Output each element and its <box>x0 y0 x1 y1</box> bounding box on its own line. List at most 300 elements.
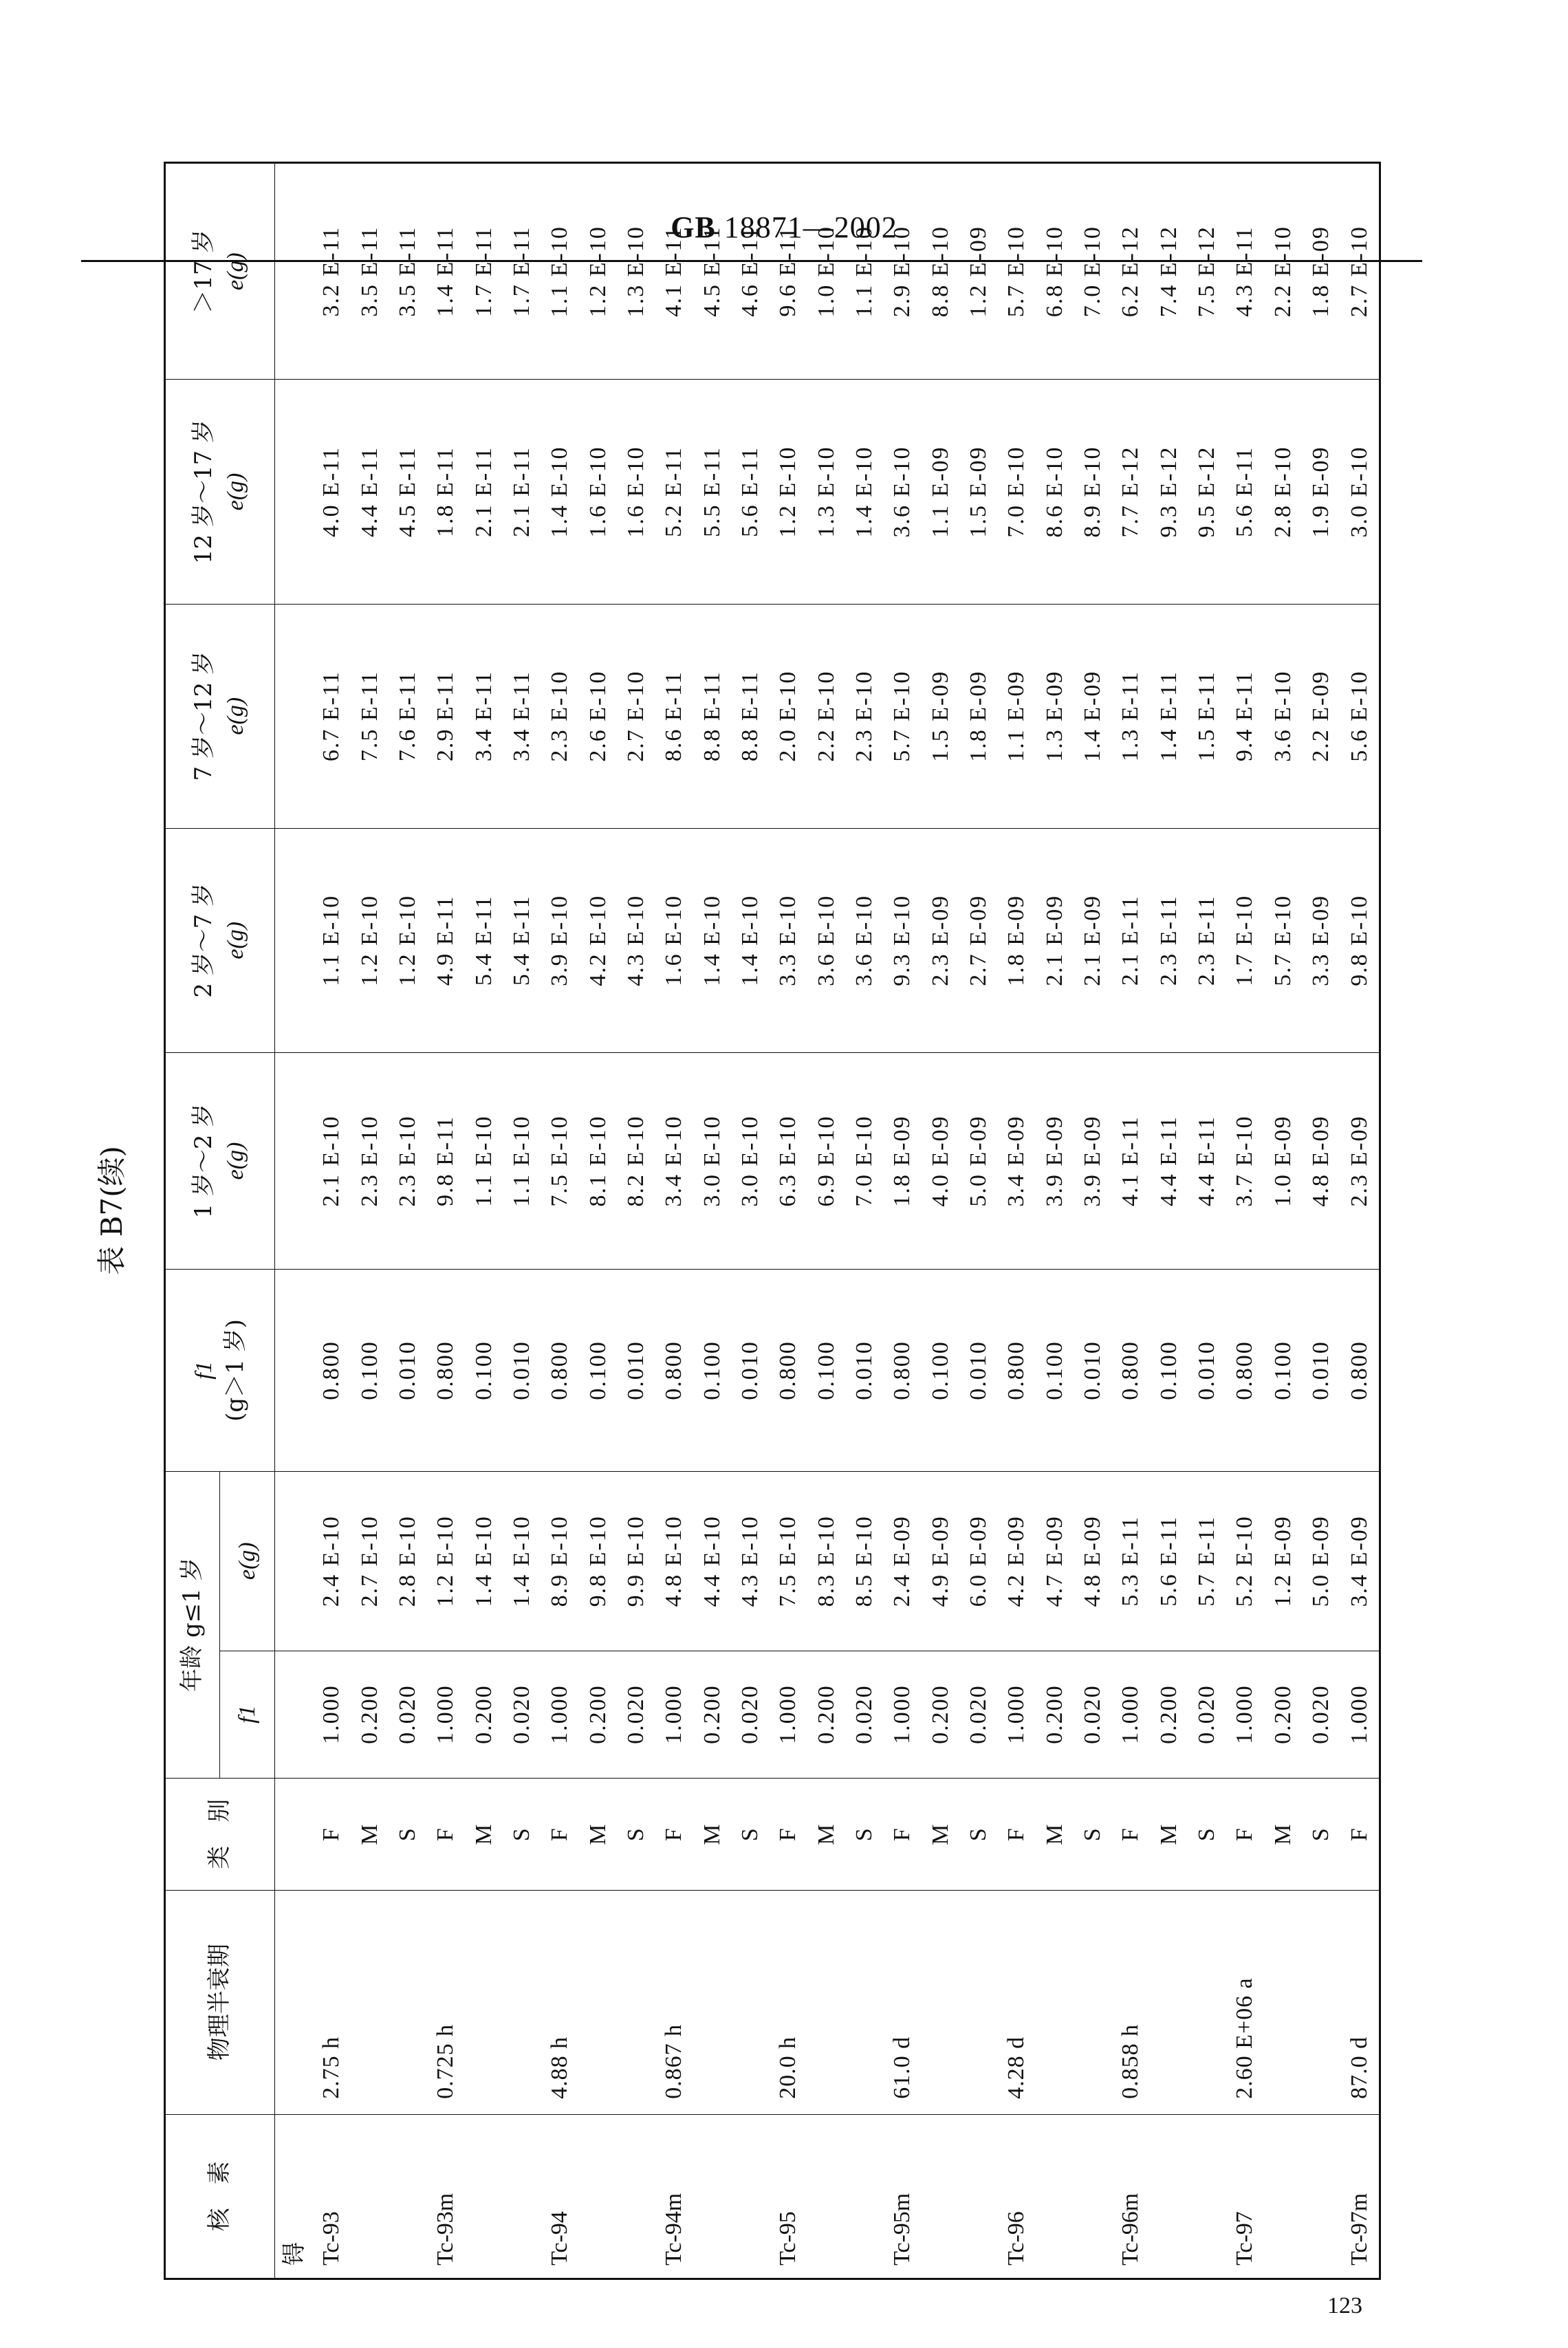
e-le1-cell: 1.4 E-10 <box>503 1471 541 1651</box>
type-cell: S <box>389 1778 426 1890</box>
e-2-7-cell: 1.7 E-10 <box>1226 828 1264 1052</box>
e-7-12-cell: 2.0 E-10 <box>770 604 807 828</box>
col-e-le1-label: e(g) <box>234 1542 260 1580</box>
e-gt17-cell: 3.5 E-11 <box>389 163 426 380</box>
f1-gt1-cell: 0.100 <box>351 1270 389 1472</box>
half-life-cell <box>922 1890 959 2114</box>
e-12-17-cell: 9.3 E-12 <box>1150 380 1188 604</box>
type-cell: M <box>693 1778 731 1890</box>
table-row <box>693 163 731 2279</box>
f1-gt1-cell: 0.100 <box>1036 1270 1074 1472</box>
e-7-12-cell: 5.6 E-10 <box>1340 604 1380 828</box>
e-le1-cell: 5.2 E-10 <box>1226 1471 1264 1651</box>
table-row <box>541 163 579 2279</box>
table-row <box>770 163 807 2279</box>
f1-le1-cell: 0.200 <box>922 1651 959 1778</box>
e-12-17-cell: 1.3 E-10 <box>807 380 845 604</box>
e-7-12-cell: 7.6 E-11 <box>389 604 426 828</box>
col-f1-le1 <box>220 1651 275 1778</box>
type-cell: F <box>655 1778 693 1890</box>
e-2-7-cell: 3.6 E-10 <box>845 828 883 1052</box>
f1-le1-cell: 0.020 <box>845 1651 883 1778</box>
e-2-7-cell: 4.9 E-11 <box>427 828 465 1052</box>
e-7-12-cell: 2.7 E-10 <box>617 604 655 828</box>
e-7-12-cell: 3.4 E-11 <box>503 604 541 828</box>
half-life-cell: 2.75 h <box>309 1890 351 2114</box>
col-f1-le1-label: f1 <box>234 1705 260 1724</box>
e-le1-cell: 8.5 E-10 <box>845 1471 883 1651</box>
e-2-7-cell: 3.3 E-10 <box>770 828 807 1052</box>
nuclide-cell: Tc-97 <box>1226 2114 1264 2279</box>
e-7-12-cell: 1.1 E-09 <box>998 604 1036 828</box>
e-le1-cell: 4.7 E-09 <box>1036 1471 1074 1651</box>
e-1-2-cell: 6.3 E-10 <box>770 1052 807 1269</box>
f1-gt1-cell: 0.010 <box>731 1270 769 1472</box>
e-le1-cell: 8.3 E-10 <box>807 1471 845 1651</box>
e-gt17-cell: 2.2 E-10 <box>1264 163 1302 380</box>
e-2-7-cell: 1.6 E-10 <box>655 828 693 1052</box>
e-gt17-cell: 8.8 E-10 <box>922 163 959 380</box>
f1-le1-cell: 0.200 <box>807 1651 845 1778</box>
nuclide-cell: Tc-95m <box>884 2114 922 2279</box>
col-age-1-2-label: 1 岁～2 岁 <box>190 1103 218 1219</box>
e-2-7-cell: 3.3 E-09 <box>1302 828 1340 1052</box>
e-12-17-cell: 1.6 E-10 <box>579 380 617 604</box>
e-gt17-cell: 1.7 E-11 <box>503 163 541 380</box>
e-12-17-cell: 8.9 E-10 <box>1074 380 1111 604</box>
table-row <box>807 163 845 2279</box>
e-1-2-cell: 4.0 E-09 <box>922 1052 959 1269</box>
e-le1-cell: 1.2 E-09 <box>1264 1471 1302 1651</box>
e-le1-cell: 2.4 E-09 <box>884 1471 922 1651</box>
e-12-17-cell: 2.1 E-11 <box>503 380 541 604</box>
e-1-2-cell: 1.0 E-09 <box>1264 1052 1302 1269</box>
col-age-gt17-unit: e(g) <box>223 252 248 291</box>
e-le1-cell: 4.3 E-10 <box>731 1471 769 1651</box>
half-life-cell: 0.725 h <box>427 1890 465 2114</box>
nuclide-cell <box>1150 2114 1188 2279</box>
type-cell: S <box>959 1778 997 1890</box>
f1-le1-cell: 1.000 <box>427 1651 465 1778</box>
e-12-17-cell: 4.0 E-11 <box>309 380 351 604</box>
e-le1-cell: 3.4 E-09 <box>1340 1471 1380 1651</box>
f1-gt1-cell: 0.010 <box>1302 1270 1340 1472</box>
half-life-cell <box>1150 1890 1188 2114</box>
e-7-12-cell: 3.4 E-11 <box>465 604 503 828</box>
e-2-7-cell: 1.2 E-10 <box>389 828 426 1052</box>
e-1-2-cell: 2.3 E-10 <box>389 1052 426 1269</box>
e-1-2-cell: 8.2 E-10 <box>617 1052 655 1269</box>
e-2-7-cell: 9.8 E-10 <box>1340 828 1380 1052</box>
f1-gt1-cell: 0.100 <box>465 1270 503 1472</box>
e-1-2-cell: 3.4 E-09 <box>998 1052 1036 1269</box>
f1-le1-cell: 0.020 <box>1302 1651 1340 1778</box>
e-12-17-cell: 4.5 E-11 <box>389 380 426 604</box>
f1-le1-cell: 1.000 <box>770 1651 807 1778</box>
type-cell: M <box>807 1778 845 1890</box>
half-life-cell: 4.28 d <box>998 1890 1036 2114</box>
f1-le1-cell: 0.200 <box>1150 1651 1188 1778</box>
e-le1-cell: 2.8 E-10 <box>389 1471 426 1651</box>
e-gt17-cell: 6.2 E-12 <box>1112 163 1150 380</box>
e-1-2-cell: 4.1 E-11 <box>1112 1052 1150 1269</box>
e-le1-cell: 5.7 E-11 <box>1188 1471 1226 1651</box>
e-1-2-cell: 3.9 E-09 <box>1036 1052 1074 1269</box>
col-age-gt17-label: ＞17 岁 <box>190 229 218 314</box>
half-life-cell: 2.60 E+06 a <box>1226 1890 1264 2114</box>
col-age-1-2 <box>165 1052 275 1269</box>
half-life-cell <box>1302 1890 1340 2114</box>
e-12-17-cell: 5.6 E-11 <box>1226 380 1264 604</box>
half-life-cell <box>693 1890 731 2114</box>
e-12-17-cell: 5.5 E-11 <box>693 380 731 604</box>
f1-le1-cell: 1.000 <box>1112 1651 1150 1778</box>
half-life-cell: 61.0 d <box>884 1890 922 2114</box>
type-cell: S <box>1188 1778 1226 1890</box>
e-7-12-cell: 2.6 E-10 <box>579 604 617 828</box>
e-le1-cell: 4.8 E-09 <box>1074 1471 1111 1651</box>
type-cell: S <box>731 1778 769 1890</box>
e-le1-cell: 7.5 E-10 <box>770 1471 807 1651</box>
e-12-17-cell: 1.1 E-09 <box>922 380 959 604</box>
nuclide-cell: Tc-94 <box>541 2114 579 2279</box>
e-7-12-cell: 1.5 E-09 <box>922 604 959 828</box>
e-gt17-cell: 7.0 E-10 <box>1074 163 1111 380</box>
table-row <box>998 163 1036 2279</box>
e-2-7-cell: 2.1 E-09 <box>1036 828 1074 1052</box>
dose-coefficient-table <box>164 162 1381 2280</box>
nuclide-cell <box>465 2114 503 2279</box>
type-cell: M <box>351 1778 389 1890</box>
f1-le1-cell: 0.020 <box>1074 1651 1111 1778</box>
nuclide-cell <box>1074 2114 1111 2279</box>
f1-gt1-cell: 0.100 <box>922 1270 959 1472</box>
col-type: 类 别 <box>165 1778 275 1890</box>
type-cell: S <box>503 1778 541 1890</box>
f1-le1-cell: 1.000 <box>309 1651 351 1778</box>
e-1-2-cell: 7.0 E-10 <box>845 1052 883 1269</box>
e-1-2-cell: 1.1 E-10 <box>465 1052 503 1269</box>
e-7-12-cell: 2.3 E-10 <box>845 604 883 828</box>
e-12-17-cell: 1.5 E-09 <box>959 380 997 604</box>
e-12-17-cell: 1.8 E-11 <box>427 380 465 604</box>
nuclide-cell <box>1302 2114 1340 2279</box>
e-gt17-cell: 3.2 E-11 <box>309 163 351 380</box>
e-2-7-cell: 2.1 E-11 <box>1112 828 1150 1052</box>
table-row <box>465 163 503 2279</box>
type-cell: M <box>465 1778 503 1890</box>
half-life-cell <box>845 1890 883 2114</box>
e-2-7-cell: 1.4 E-10 <box>731 828 769 1052</box>
e-1-2-cell: 3.4 E-10 <box>655 1052 693 1269</box>
half-life-cell: 0.867 h <box>655 1890 693 2114</box>
e-le1-cell: 9.8 E-10 <box>579 1471 617 1651</box>
nuclide-cell: Tc-94m <box>655 2114 693 2279</box>
e-7-12-cell: 6.7 E-11 <box>309 604 351 828</box>
f1-gt1-cell: 0.100 <box>807 1270 845 1472</box>
col-age-le1: 年龄 g≤1 岁 <box>165 1471 220 1778</box>
e-le1-cell: 1.4 E-10 <box>465 1471 503 1651</box>
standard-number: 18871—2002 <box>723 210 897 244</box>
table-row <box>427 163 465 2279</box>
f1-gt1-cell: 0.800 <box>541 1270 579 1472</box>
e-1-2-cell: 6.9 E-10 <box>807 1052 845 1269</box>
table-row <box>351 163 389 2279</box>
col-e-le1 <box>220 1471 275 1651</box>
e-12-17-cell: 2.8 E-10 <box>1264 380 1302 604</box>
col-age-7-12 <box>165 604 275 828</box>
f1-gt1-cell: 0.010 <box>1188 1270 1226 1472</box>
e-gt17-cell: 1.2 E-10 <box>579 163 617 380</box>
e-7-12-cell: 1.4 E-11 <box>1150 604 1188 828</box>
e-7-12-cell: 8.8 E-11 <box>693 604 731 828</box>
e-gt17-cell: 4.6 E-11 <box>731 163 769 380</box>
nuclide-cell <box>503 2114 541 2279</box>
f1-le1-cell: 0.200 <box>693 1651 731 1778</box>
e-7-12-cell: 3.6 E-10 <box>1264 604 1302 828</box>
e-le1-cell: 1.2 E-10 <box>427 1471 465 1651</box>
e-2-7-cell: 1.2 E-10 <box>351 828 389 1052</box>
half-life-cell <box>1188 1890 1226 2114</box>
f1-gt1-cell: 0.010 <box>617 1270 655 1472</box>
table-row <box>1264 163 1302 2279</box>
type-cell: M <box>922 1778 959 1890</box>
e-1-2-cell: 1.8 E-09 <box>884 1052 922 1269</box>
half-life-cell: 0.858 h <box>1112 1890 1150 2114</box>
table-row <box>922 163 959 2279</box>
e-7-12-cell: 1.5 E-11 <box>1188 604 1226 828</box>
f1-gt1-cell: 0.100 <box>693 1270 731 1472</box>
table-row <box>503 163 541 2279</box>
e-7-12-cell: 7.5 E-11 <box>351 604 389 828</box>
col-nuclide: 核 素 <box>165 2114 275 2279</box>
e-2-7-cell: 1.4 E-10 <box>693 828 731 1052</box>
e-gt17-cell: 1.3 E-10 <box>617 163 655 380</box>
e-1-2-cell: 5.0 E-09 <box>959 1052 997 1269</box>
page-number: 123 <box>1327 2293 1362 2318</box>
f1-gt1-cell: 0.100 <box>579 1270 617 1472</box>
f1-gt1-cell: 0.010 <box>389 1270 426 1472</box>
e-2-7-cell: 4.3 E-10 <box>617 828 655 1052</box>
f1-gt1-cell: 0.800 <box>998 1270 1036 1472</box>
e-7-12-cell: 2.2 E-10 <box>807 604 845 828</box>
e-gt17-cell: 2.9 E-10 <box>884 163 922 380</box>
e-1-2-cell: 9.8 E-11 <box>427 1052 465 1269</box>
e-le1-cell: 6.0 E-09 <box>959 1471 997 1651</box>
table-row <box>1302 163 1340 2279</box>
e-1-2-cell: 3.0 E-10 <box>731 1052 769 1269</box>
col-age-7-12-label: 7 岁～12 岁 <box>190 651 218 781</box>
e-12-17-cell: 1.2 E-10 <box>770 380 807 604</box>
col-age-7-12-unit: e(g) <box>223 697 248 735</box>
table-row <box>1036 163 1074 2279</box>
e-12-17-cell: 3.6 E-10 <box>884 380 922 604</box>
rotated-table-container <box>0 76 1568 2345</box>
nuclide-cell <box>845 2114 883 2279</box>
type-cell: M <box>1264 1778 1302 1890</box>
table-caption: 表 B7(续) <box>95 1146 129 1275</box>
col-age-12-17 <box>165 380 275 604</box>
e-gt17-cell: 1.0 E-10 <box>807 163 845 380</box>
e-1-2-cell: 4.4 E-11 <box>1188 1052 1226 1269</box>
e-1-2-cell: 7.5 E-10 <box>541 1052 579 1269</box>
e-7-12-cell: 8.6 E-11 <box>655 604 693 828</box>
table-row <box>1226 163 1264 2279</box>
f1-gt1-cell: 0.800 <box>1340 1270 1380 1472</box>
nuclide-cell: Tc-96m <box>1112 2114 1150 2279</box>
e-1-2-cell: 3.0 E-10 <box>693 1052 731 1269</box>
e-12-17-cell: 7.0 E-10 <box>998 380 1036 604</box>
table-row <box>845 163 883 2279</box>
type-cell: S <box>1074 1778 1111 1890</box>
e-gt17-cell: 4.5 E-11 <box>693 163 731 380</box>
f1-le1-cell: 1.000 <box>1340 1651 1380 1778</box>
f1-le1-cell: 1.000 <box>884 1651 922 1778</box>
f1-le1-cell: 1.000 <box>655 1651 693 1778</box>
half-life-cell <box>465 1890 503 2114</box>
f1-gt1-cell: 0.800 <box>1226 1270 1264 1472</box>
f1-le1-cell: 0.020 <box>731 1651 769 1778</box>
type-cell: S <box>845 1778 883 1890</box>
standard-prefix: GB <box>671 210 716 244</box>
f1-gt1-cell: 0.010 <box>1074 1270 1111 1472</box>
type-cell: F <box>884 1778 922 1890</box>
e-gt17-cell: 9.6 E-11 <box>770 163 807 380</box>
e-2-7-cell: 5.4 E-11 <box>503 828 541 1052</box>
nuclide-cell <box>389 2114 426 2279</box>
e-2-7-cell: 1.8 E-09 <box>998 828 1036 1052</box>
e-gt17-cell: 1.2 E-09 <box>959 163 997 380</box>
nuclide-cell <box>922 2114 959 2279</box>
f1-le1-cell: 0.020 <box>959 1651 997 1778</box>
nuclide-cell <box>731 2114 769 2279</box>
e-2-7-cell: 5.7 E-10 <box>1264 828 1302 1052</box>
e-2-7-cell: 2.7 E-09 <box>959 828 997 1052</box>
e-gt17-cell: 1.4 E-11 <box>427 163 465 380</box>
e-2-7-cell: 2.3 E-11 <box>1150 828 1188 1052</box>
f1-gt1-cell: 0.800 <box>884 1270 922 1472</box>
e-1-2-cell: 1.1 E-10 <box>503 1052 541 1269</box>
type-cell: F <box>1112 1778 1150 1890</box>
f1-le1-cell: 0.020 <box>1188 1651 1226 1778</box>
e-2-7-cell: 2.3 E-11 <box>1188 828 1226 1052</box>
nuclide-cell: Tc-97m <box>1340 2114 1380 2279</box>
table-row <box>884 163 922 2279</box>
f1-gt1-cell: 0.800 <box>309 1270 351 1472</box>
col-age-2-7-label: 2 岁～7 岁 <box>190 882 218 998</box>
e-gt17-cell: 1.8 E-09 <box>1302 163 1340 380</box>
f1-gt1-cell: 0.010 <box>959 1270 997 1472</box>
e-gt17-cell: 7.4 E-12 <box>1150 163 1188 380</box>
half-life-cell <box>351 1890 389 2114</box>
col-half-life: 物理半衰期 <box>165 1890 275 2114</box>
col-age-12-17-unit: e(g) <box>223 472 248 511</box>
f1-le1-cell: 0.200 <box>579 1651 617 1778</box>
nuclide-cell <box>1188 2114 1226 2279</box>
e-12-17-cell: 1.9 E-09 <box>1302 380 1340 604</box>
e-gt17-cell: 5.7 E-10 <box>998 163 1036 380</box>
col-age-12-17-label: 12 岁～17 岁 <box>190 419 218 565</box>
f1-le1-cell: 1.000 <box>1226 1651 1264 1778</box>
e-le1-cell: 4.4 E-10 <box>693 1471 731 1651</box>
nuclide-cell <box>579 2114 617 2279</box>
e-12-17-cell: 9.5 E-12 <box>1188 380 1226 604</box>
col-age-gt17 <box>165 163 275 380</box>
e-le1-cell: 4.2 E-09 <box>998 1471 1036 1651</box>
e-12-17-cell: 7.7 E-12 <box>1112 380 1150 604</box>
table-row <box>655 163 693 2279</box>
nuclide-cell <box>617 2114 655 2279</box>
half-life-cell <box>807 1890 845 2114</box>
col-age-1-2-unit: e(g) <box>223 1142 248 1180</box>
table-row <box>1340 163 1380 2279</box>
e-le1-cell: 4.8 E-10 <box>655 1471 693 1651</box>
e-gt17-cell: 4.3 E-11 <box>1226 163 1264 380</box>
e-2-7-cell: 9.3 E-10 <box>884 828 922 1052</box>
f1-le1-cell: 0.200 <box>465 1651 503 1778</box>
nuclide-cell <box>693 2114 731 2279</box>
e-12-17-cell: 8.6 E-10 <box>1036 380 1074 604</box>
f1-le1-cell: 0.020 <box>617 1651 655 1778</box>
e-2-7-cell: 3.9 E-10 <box>541 828 579 1052</box>
e-gt17-cell: 7.5 E-12 <box>1188 163 1226 380</box>
f1-le1-cell: 0.200 <box>351 1651 389 1778</box>
e-1-2-cell: 4.4 E-11 <box>1150 1052 1188 1269</box>
e-1-2-cell: 3.7 E-10 <box>1226 1052 1264 1269</box>
half-life-cell <box>1074 1890 1111 2114</box>
half-life-cell <box>617 1890 655 2114</box>
e-1-2-cell: 3.9 E-09 <box>1074 1052 1111 1269</box>
nuclide-cell <box>959 2114 997 2279</box>
e-1-2-cell: 8.1 E-10 <box>579 1052 617 1269</box>
e-gt17-cell: 4.1 E-11 <box>655 163 693 380</box>
half-life-cell <box>503 1890 541 2114</box>
nuclide-cell: Tc-95 <box>770 2114 807 2279</box>
type-cell: M <box>1150 1778 1188 1890</box>
e-2-7-cell: 2.1 E-09 <box>1074 828 1111 1052</box>
col-f1-gt1-note: (g＞1 岁) <box>221 1319 249 1422</box>
e-7-12-cell: 9.4 E-11 <box>1226 604 1264 828</box>
e-12-17-cell: 5.2 E-11 <box>655 380 693 604</box>
e-le1-cell: 4.9 E-09 <box>922 1471 959 1651</box>
nuclide-cell <box>1036 2114 1074 2279</box>
type-cell: F <box>427 1778 465 1890</box>
col-age-2-7 <box>165 828 275 1052</box>
table-row <box>1074 163 1111 2279</box>
f1-le1-cell: 0.020 <box>503 1651 541 1778</box>
e-12-17-cell: 2.1 E-11 <box>465 380 503 604</box>
f1-gt1-cell: 0.100 <box>1150 1270 1188 1472</box>
e-le1-cell: 8.9 E-10 <box>541 1471 579 1651</box>
nuclide-cell <box>807 2114 845 2279</box>
e-1-2-cell: 2.3 E-09 <box>1340 1052 1380 1269</box>
nuclide-cell: Tc-93 <box>309 2114 351 2279</box>
e-12-17-cell: 1.6 E-10 <box>617 380 655 604</box>
f1-le1-cell: 0.200 <box>1264 1651 1302 1778</box>
e-2-7-cell: 5.4 E-11 <box>465 828 503 1052</box>
type-cell: M <box>1036 1778 1074 1890</box>
table-row <box>731 163 769 2279</box>
f1-le1-cell: 0.020 <box>389 1651 426 1778</box>
half-life-cell <box>959 1890 997 2114</box>
f1-gt1-cell: 0.800 <box>427 1270 465 1472</box>
table-row <box>579 163 617 2279</box>
f1-gt1-cell: 0.800 <box>770 1270 807 1472</box>
f1-gt1-cell: 0.800 <box>1112 1270 1150 1472</box>
type-cell: F <box>770 1778 807 1890</box>
e-7-12-cell: 2.9 E-11 <box>427 604 465 828</box>
f1-gt1-cell: 0.800 <box>655 1270 693 1472</box>
